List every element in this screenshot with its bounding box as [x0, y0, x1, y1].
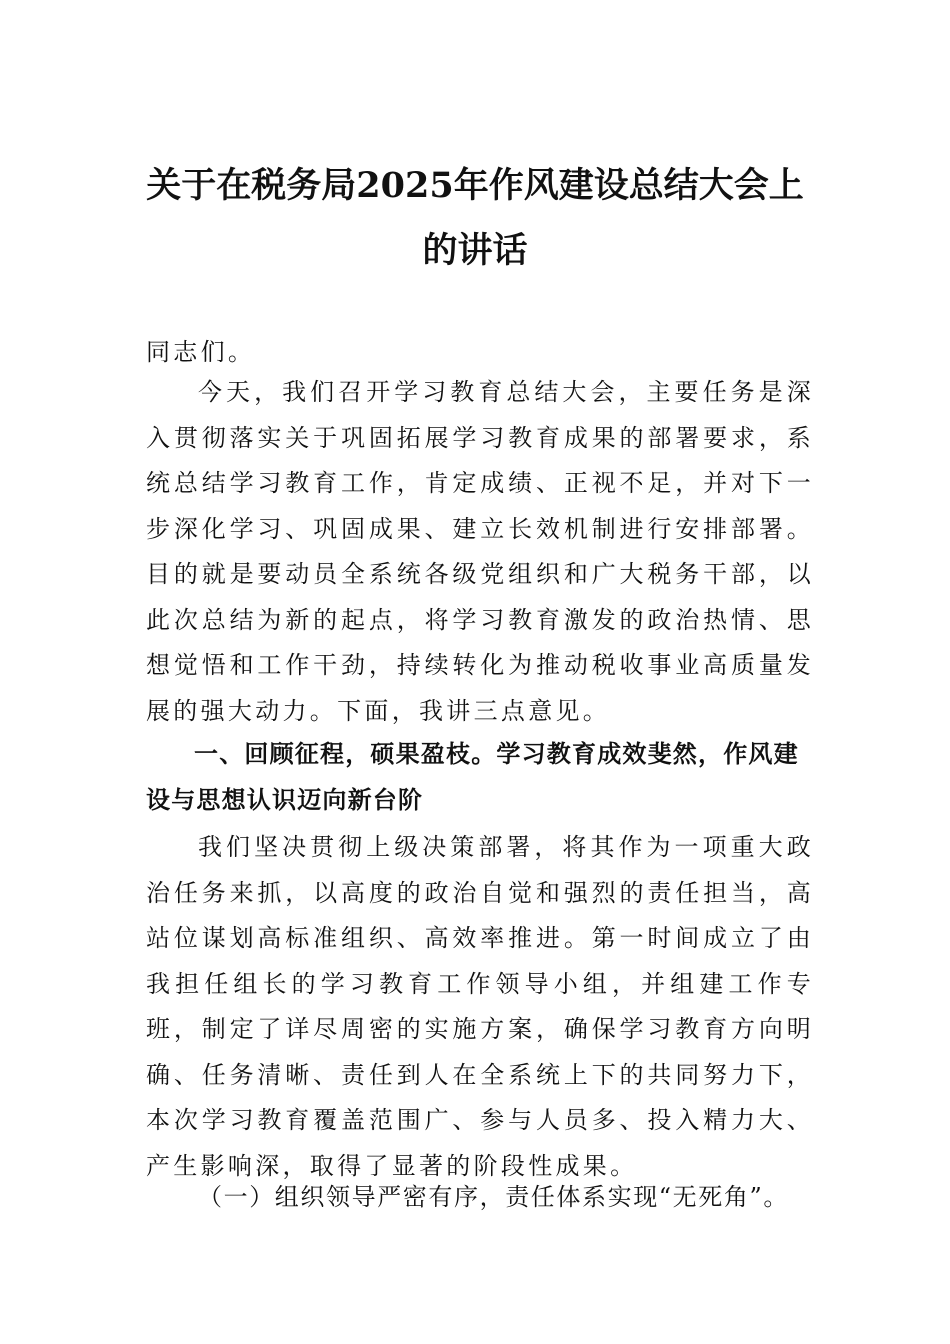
subheading-1: （一）组织领导严密有序，责任体系实现“无死角”。 — [198, 1183, 789, 1211]
document-title-line1: 关于在税务局2025年作风建设总结大会上 — [146, 165, 804, 206]
section-heading-1: 一、回顾征程，硕果盈枝。学习教育成效斐然，作风建设与思想认识迈向新台阶 — [146, 740, 799, 814]
paragraph-intro: 今天，我们召开学习教育总结大会，主要任务是深入贯彻落实关于巩固拓展学习教育成果的部署要求，系统总结学习教育工作，肯定成绩、正视不足，并对下一步深化学习、巩固成果、建立长效机制进行安排部署。目的就是要动员全系统各级党组织和广大税务干部，以此次总结为新的起点，将学习教育激发的政治热情、思想觉悟和工作干劲，持续转化为推动税收事业高质量发展的强大动力。下面，我讲三点意见。 — [146, 378, 814, 725]
document-title-line2: 的讲话 — [422, 230, 528, 271]
greeting: 同志们。 — [146, 338, 256, 366]
paragraph-section-1: 我们坚决贯彻上级决策部署，将其作为一项重大政治任务来抓，以高度的政治自觉和强烈的责任担当，高站位谋划高标准组织、高效率推进。第一时间成立了由我担任组长的学习教育工作领导小组，并组建工作专班，制定了详尽周密的实施方案，确保学习教育方向明确、任务清晰、责任到人在全系统上下的共同努力下，本次学习教育覆盖范围广、参与人员多、投入精力大、产生影响深，取得了显著的阶段性成果。 — [146, 833, 814, 1180]
